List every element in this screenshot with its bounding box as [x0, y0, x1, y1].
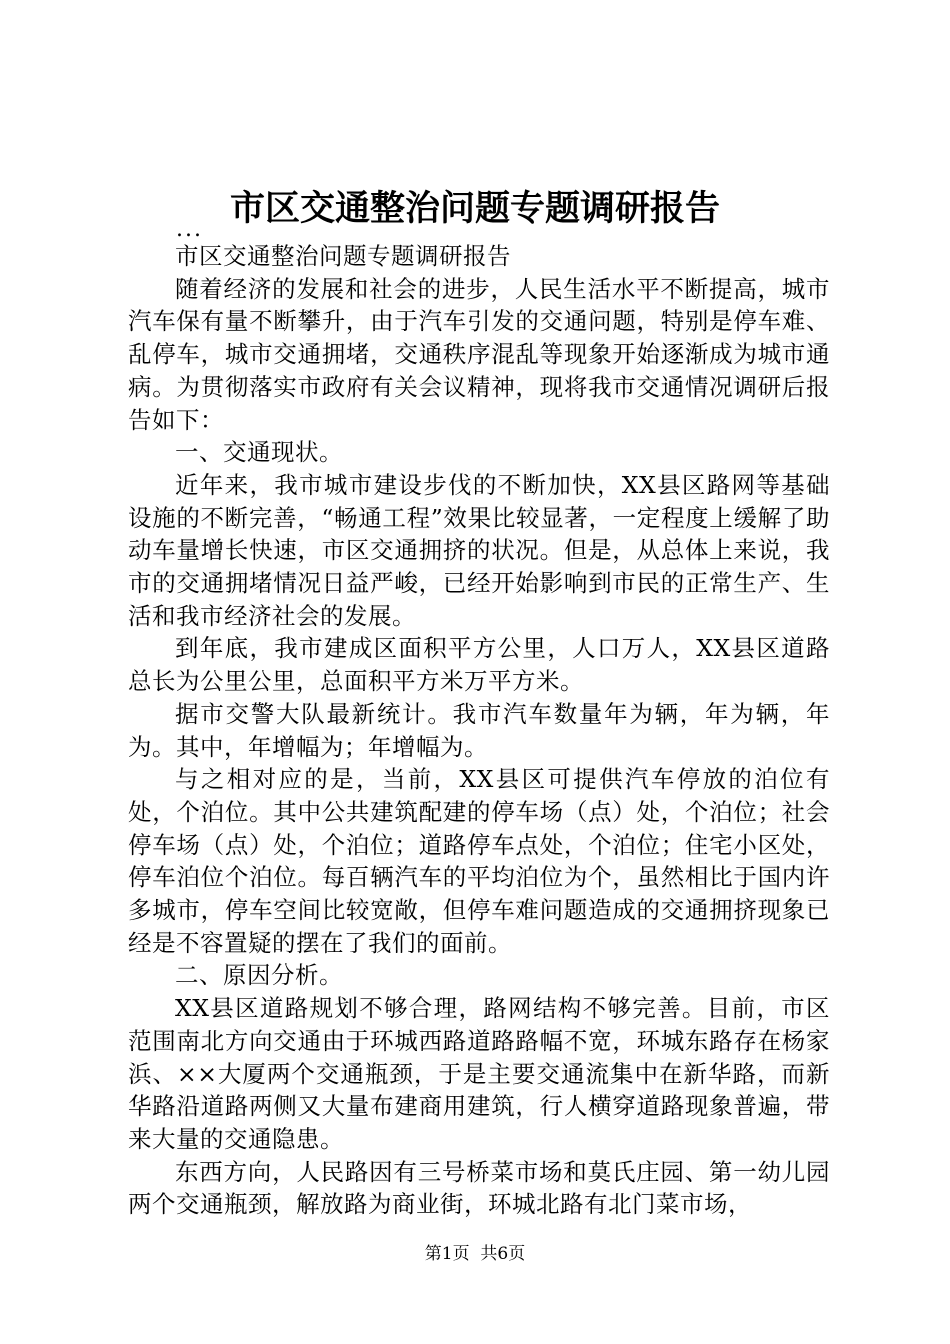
- paragraph-parking-stats: 与之相对应的是，当前，XX县区可提供汽车停放的泊位有处，个泊位。其中公共建筑配建的停车场（点）处，个泊位；社会停车场（点）处，个泊位；道路停车点处，个泊位；住宅小区处，停车泊位个泊位。每百辆汽车的平均泊位为个，虽然相比于国内许多城市，停车空间比较宽敞，但停车难问题造成的交通拥挤现象已经是不容置疑的摆在了我们的面前。: [128, 765, 830, 957]
- document-title: 市区交通整治问题专题调研报告: [229, 188, 720, 229]
- paragraph-subtitle: 市区交通整治问题专题调研报告: [175, 242, 511, 270]
- document-body: [128, 240, 830, 1221]
- paragraph-status-overview: 近年来，我市城市建设步伐的不断加快，XX县区路网等基础设施的不断完善，“畅通工程”效果比较显著，一定程度上缓解了助动车量增长快速，市区交通拥挤的状况。但是，从总体上来说，我市的交通拥堵情况日益严峻，已经开始影响到市民的正常生产、生活和我市经济社会的发展。: [128, 470, 830, 630]
- paragraph-intro: 随着经济的发展和社会的进步，人民生活水平不断提高，城市汽车保有量不断攀升，由于汽车引发的交通问题，特别是停车难、乱停车，城市交通拥堵，交通秩序混乱等现象开始逐渐成为城市通病。为贯彻落实市政府有关会议精神，现将我市交通情况调研后报告如下：: [128, 274, 830, 434]
- paragraph-road-planning: XX县区道路规划不够合理，路网结构不够完善。目前，市区范围南北方向交通由于环城西路道路路幅不宽，环城东路存在杨家浜、××大厦两个交通瓶颈，于是主要交通流集中在新华路，而新华路沿道路两侧又大量布建商用建筑，行人横穿道路现象普遍，带来大量的交通隐患。: [128, 994, 830, 1153]
- paragraph-east-west: 东西方向，人民路因有三号桥菜市场和莫氏庄园、第一幼儿园两个交通瓶颈，解放路为商业街，环城北路有北门菜市场，: [128, 1157, 830, 1219]
- page-footer: 第1页 共6页: [424, 1244, 526, 1264]
- section-heading-status: 一、交通现状。: [175, 438, 343, 467]
- section-heading-analysis: 二、原因分析。: [175, 961, 343, 990]
- ellipsis-marker: ...: [176, 217, 203, 242]
- paragraph-area-stats: 到年底，我市建成区面积平方公里，人口万人，XX县区道路总长为公里公里，总面积平方米万平方米。: [128, 634, 830, 696]
- paragraph-vehicle-stats: 据市交警大队最新统计。我市汽车数量年为辆，年为辆，年为。其中，年增幅为；年增幅为。: [128, 699, 830, 761]
